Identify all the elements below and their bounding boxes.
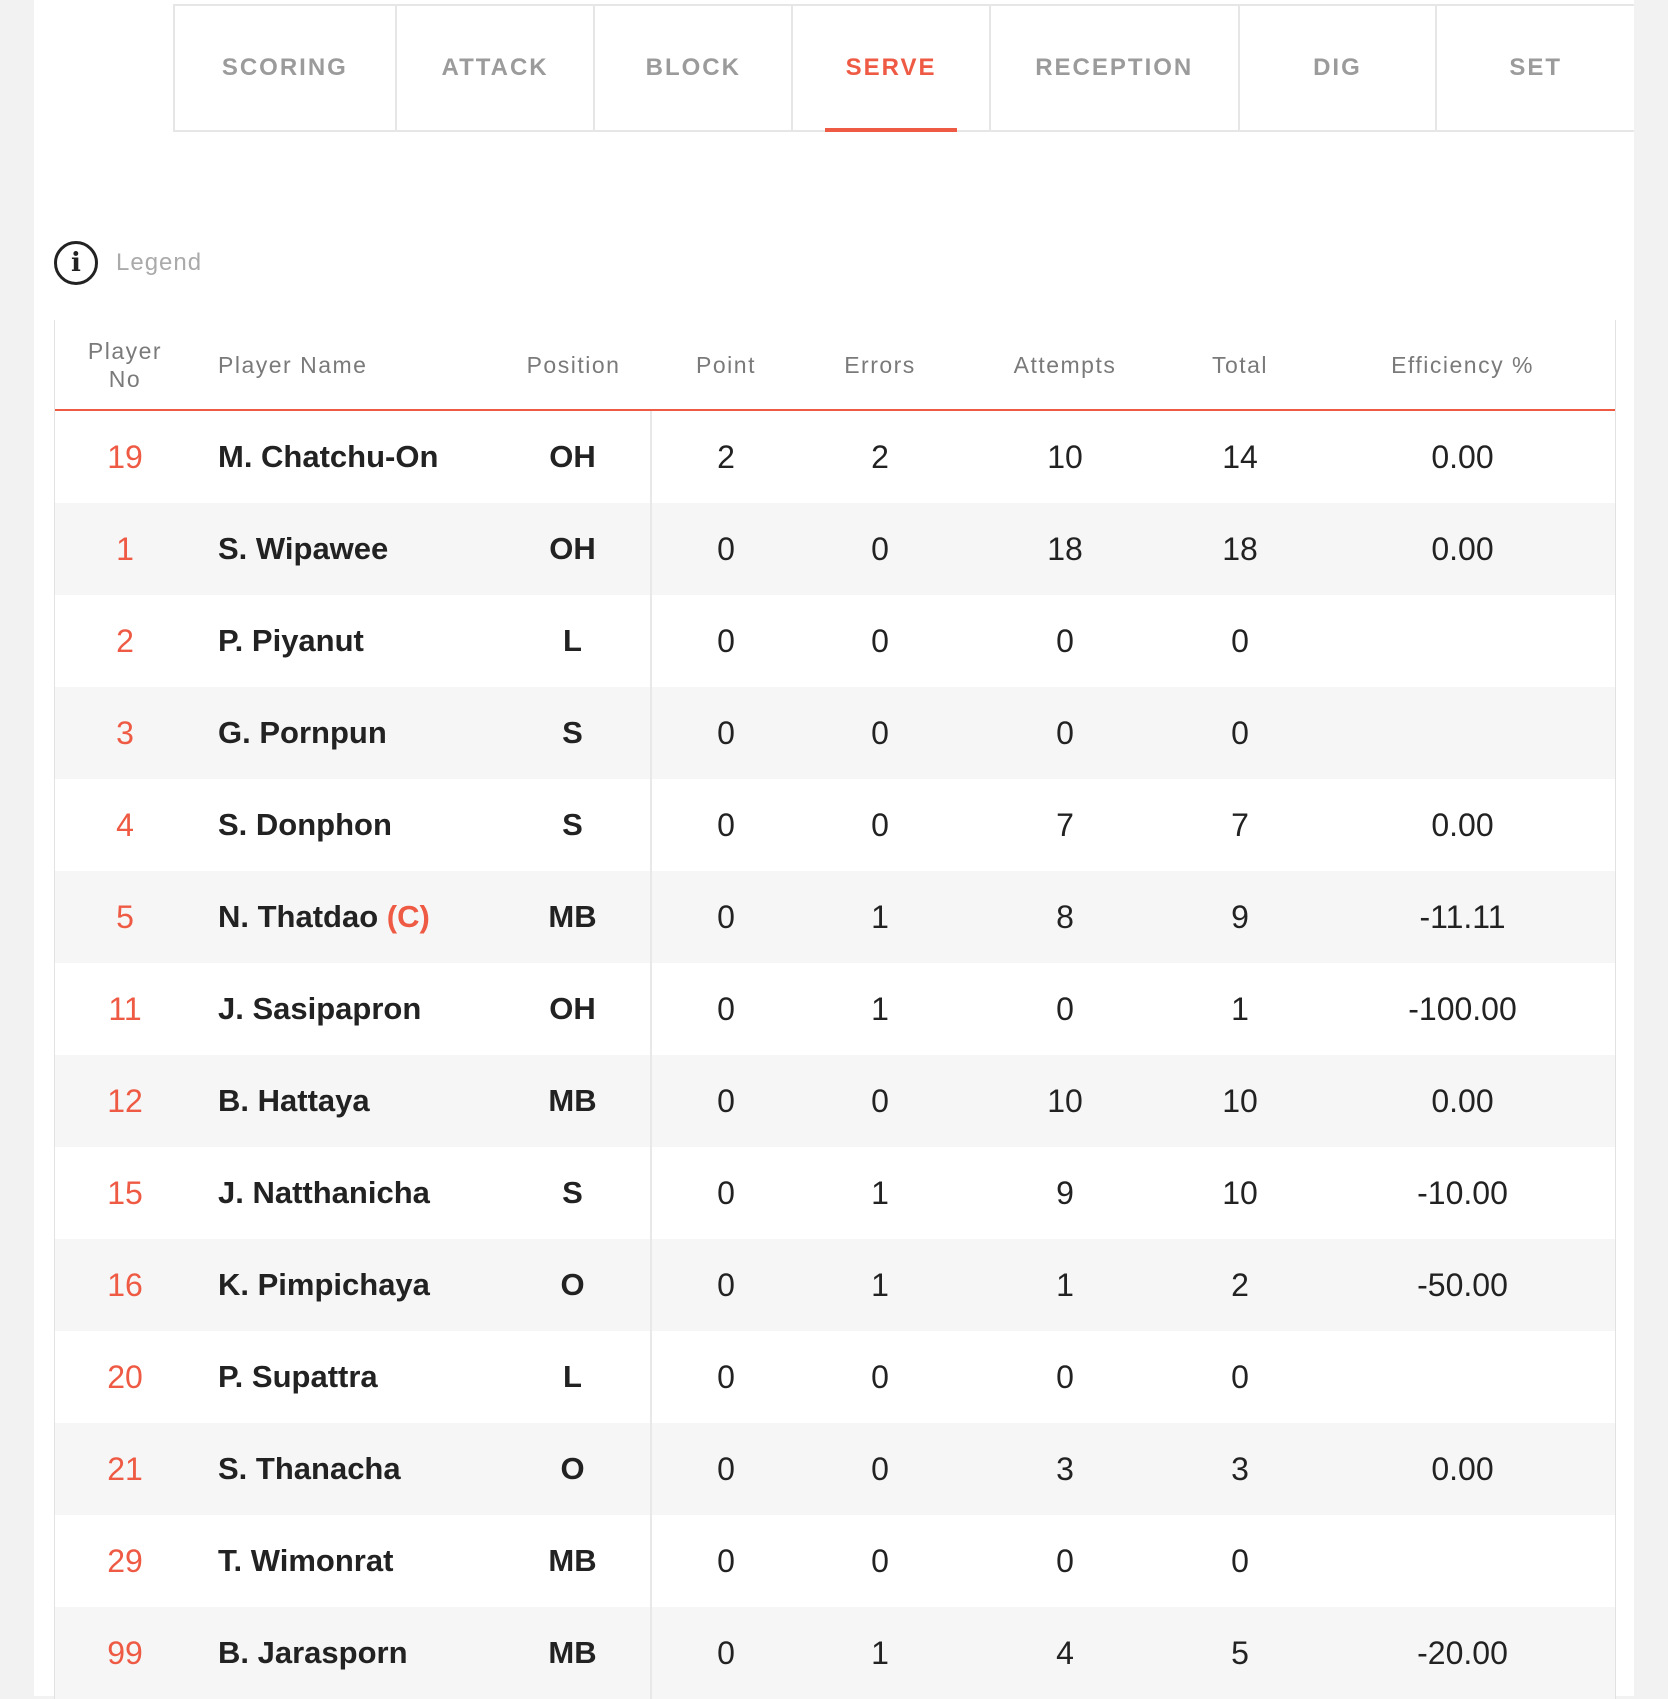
point-value: 0 — [717, 806, 735, 843]
errors-value: 1 — [871, 990, 889, 1027]
total-value: 1 — [1231, 990, 1249, 1027]
attempts-value: 10 — [1047, 438, 1083, 475]
table-header — [55, 320, 1615, 411]
player-no: 11 — [108, 990, 142, 1027]
player-name — [195, 439, 495, 475]
efficiency-value: 0.00 — [1431, 438, 1494, 475]
table-row[interactable] — [55, 411, 1615, 503]
errors-value: 0 — [871, 530, 889, 567]
errors-value: 1 — [871, 898, 889, 935]
player-name-text: J. Natthanicha — [218, 1175, 430, 1210]
total-value: 5 — [1231, 1634, 1249, 1671]
point-value: 0 — [717, 1450, 735, 1487]
total-value: 7 — [1231, 806, 1249, 843]
player-name-text: J. Sasipapron — [218, 991, 422, 1026]
total-value: 18 — [1222, 530, 1258, 567]
attempts-value: 0 — [1056, 622, 1074, 659]
errors-value: 0 — [871, 622, 889, 659]
total-value: 0 — [1231, 714, 1249, 751]
col-attempts[interactable]: Attempts — [1013, 351, 1117, 378]
player-no: 2 — [116, 622, 134, 659]
col-total[interactable]: Total — [1211, 351, 1269, 378]
player-name — [195, 1543, 495, 1579]
table-row[interactable] — [55, 1331, 1615, 1423]
player-name — [195, 1083, 495, 1119]
tab-label: SCORING — [221, 54, 348, 81]
player-position: S — [495, 687, 652, 779]
table-row[interactable] — [55, 871, 1615, 963]
player-position: OH — [495, 503, 652, 595]
table-row[interactable] — [55, 1515, 1615, 1607]
table-row[interactable] — [55, 1055, 1615, 1147]
player-name-text: K. Pimpichaya — [218, 1267, 430, 1302]
errors-value: 1 — [871, 1266, 889, 1303]
player-position: OH — [495, 411, 652, 503]
player-name — [195, 1451, 495, 1487]
errors-value: 0 — [871, 714, 889, 751]
point-value: 0 — [717, 1634, 735, 1671]
tab-label: RECEPTION — [1035, 54, 1194, 81]
efficiency-value: -10.00 — [1417, 1174, 1508, 1211]
errors-value: 0 — [871, 806, 889, 843]
tab-serve[interactable] — [793, 6, 991, 130]
player-name-text: S. Donphon — [218, 807, 392, 842]
player-name — [195, 1635, 495, 1671]
player-no: 4 — [116, 806, 134, 843]
attempts-value: 18 — [1047, 530, 1083, 567]
player-name-text: S. Wipawee — [218, 531, 389, 566]
player-name-text: S. Thanacha — [218, 1451, 401, 1486]
efficiency-value: -20.00 — [1417, 1634, 1508, 1671]
table-row[interactable] — [55, 595, 1615, 687]
attempts-value: 8 — [1056, 898, 1074, 935]
player-no: 1 — [116, 530, 134, 567]
player-name-text: T. Wimonrat — [218, 1543, 394, 1578]
tab-block[interactable] — [595, 6, 793, 130]
total-value: 9 — [1231, 898, 1249, 935]
player-name — [195, 1359, 495, 1395]
col-point[interactable]: Point — [696, 351, 756, 378]
player-no: 99 — [107, 1634, 143, 1671]
attempts-value: 9 — [1056, 1174, 1074, 1211]
total-value: 2 — [1231, 1266, 1249, 1303]
table-row[interactable] — [55, 503, 1615, 595]
legend-label: Legend — [116, 249, 203, 276]
player-name-text: M. Chatchu-On — [218, 439, 439, 474]
table-row[interactable] — [55, 687, 1615, 779]
player-position: S — [495, 1147, 652, 1239]
table-body — [55, 411, 1615, 1699]
player-name-text: G. Pornpun — [218, 715, 387, 750]
col-errors[interactable]: Errors — [844, 351, 916, 378]
player-no: 20 — [107, 1358, 143, 1395]
attempts-value: 3 — [1056, 1450, 1074, 1487]
errors-value: 2 — [871, 438, 889, 475]
player-position: MB — [495, 1607, 652, 1699]
player-no: 21 — [107, 1450, 143, 1487]
point-value: 0 — [717, 1082, 735, 1119]
tab-label: SERVE — [845, 54, 937, 81]
player-name — [195, 807, 495, 843]
efficiency-value: 0.00 — [1431, 806, 1494, 843]
point-value: 0 — [717, 622, 735, 659]
player-position: L — [495, 1331, 652, 1423]
total-value: 0 — [1231, 1358, 1249, 1395]
player-name — [195, 623, 495, 659]
point-value: 0 — [717, 1174, 735, 1211]
tab-label: SET — [1509, 54, 1562, 81]
point-value: 0 — [717, 1266, 735, 1303]
player-position: O — [495, 1423, 652, 1515]
player-name — [195, 899, 495, 935]
captain-badge: (C) — [386, 899, 430, 934]
player-no: 19 — [107, 438, 143, 475]
tab-label: DIG — [1313, 54, 1362, 81]
col-player-name[interactable]: Player Name — [218, 351, 368, 378]
player-position: OH — [495, 963, 652, 1055]
col-label: Player — [87, 337, 163, 364]
total-value: 0 — [1231, 1542, 1249, 1579]
col-efficiency[interactable]: Efficiency % — [1391, 351, 1534, 378]
info-icon[interactable]: i — [54, 241, 98, 285]
table-row[interactable] — [55, 779, 1615, 871]
player-position: MB — [495, 1515, 652, 1607]
total-value: 10 — [1222, 1174, 1258, 1211]
efficiency-value: 0.00 — [1431, 1450, 1494, 1487]
table-row[interactable] — [55, 963, 1615, 1055]
player-name — [195, 715, 495, 751]
player-position: O — [495, 1239, 652, 1331]
attempts-value: 0 — [1056, 714, 1074, 751]
efficiency-value: 0.00 — [1431, 530, 1494, 567]
total-value: 14 — [1222, 438, 1258, 475]
col-player-no[interactable] — [55, 337, 195, 393]
errors-value: 0 — [871, 1082, 889, 1119]
tab-set[interactable] — [1437, 6, 1634, 130]
table-row[interactable] — [55, 1423, 1615, 1515]
point-value: 0 — [717, 714, 735, 751]
total-value: 10 — [1222, 1082, 1258, 1119]
tab-dig[interactable] — [1240, 6, 1438, 130]
errors-value: 0 — [871, 1450, 889, 1487]
player-no: 29 — [107, 1542, 143, 1579]
tab-scoring[interactable] — [175, 6, 397, 130]
table-row[interactable] — [55, 1239, 1615, 1331]
table-row[interactable] — [55, 1147, 1615, 1239]
player-no: 5 — [116, 898, 134, 935]
player-name — [195, 991, 495, 1027]
total-value: 3 — [1231, 1450, 1249, 1487]
total-value: 0 — [1231, 622, 1249, 659]
errors-value: 1 — [871, 1174, 889, 1211]
efficiency-value: -11.11 — [1419, 898, 1506, 935]
attempts-value: 0 — [1056, 990, 1074, 1027]
attempts-value: 4 — [1056, 1634, 1074, 1671]
table-row[interactable] — [55, 1607, 1615, 1699]
stat-tabs — [173, 4, 1634, 132]
tab-label: BLOCK — [645, 54, 741, 81]
player-no: 3 — [116, 714, 134, 751]
errors-value: 0 — [871, 1542, 889, 1579]
col-label: No — [108, 365, 142, 392]
active-tab-indicator — [825, 128, 957, 132]
col-position[interactable]: Position — [526, 351, 621, 378]
attempts-value: 0 — [1056, 1542, 1074, 1579]
attempts-value: 7 — [1056, 806, 1074, 843]
player-no: 15 — [107, 1174, 143, 1211]
serve-stats-table — [54, 320, 1616, 1699]
player-name — [195, 531, 495, 567]
efficiency-value: -100.00 — [1408, 990, 1517, 1027]
player-no: 16 — [107, 1266, 143, 1303]
tab-attack[interactable] — [397, 6, 596, 130]
attempts-value: 10 — [1047, 1082, 1083, 1119]
player-position: MB — [495, 871, 652, 963]
player-name-text: B. Jarasporn — [218, 1635, 408, 1670]
point-value: 0 — [717, 1542, 735, 1579]
player-name-text: N. Thatdao — [218, 899, 379, 934]
errors-value: 0 — [871, 1358, 889, 1395]
attempts-value: 0 — [1056, 1358, 1074, 1395]
player-name-text: P. Piyanut — [218, 623, 364, 658]
player-name-text: P. Supattra — [218, 1359, 378, 1394]
errors-value: 1 — [871, 1634, 889, 1671]
point-value: 2 — [717, 438, 735, 475]
legend-toggle[interactable] — [54, 238, 202, 288]
player-position: L — [495, 595, 652, 687]
stats-panel — [34, 0, 1634, 1696]
point-value: 0 — [717, 898, 735, 935]
tab-reception[interactable] — [991, 6, 1240, 130]
player-name-text: B. Hattaya — [218, 1083, 370, 1118]
player-name — [195, 1175, 495, 1211]
player-position: MB — [495, 1055, 652, 1147]
point-value: 0 — [717, 990, 735, 1027]
efficiency-value: -50.00 — [1417, 1266, 1508, 1303]
player-name — [195, 1267, 495, 1303]
point-value: 0 — [717, 1358, 735, 1395]
point-value: 0 — [717, 530, 735, 567]
player-position: S — [495, 779, 652, 871]
efficiency-value: 0.00 — [1431, 1082, 1494, 1119]
tab-label: ATTACK — [441, 54, 549, 81]
attempts-value: 1 — [1056, 1266, 1074, 1303]
player-no: 12 — [107, 1082, 143, 1119]
